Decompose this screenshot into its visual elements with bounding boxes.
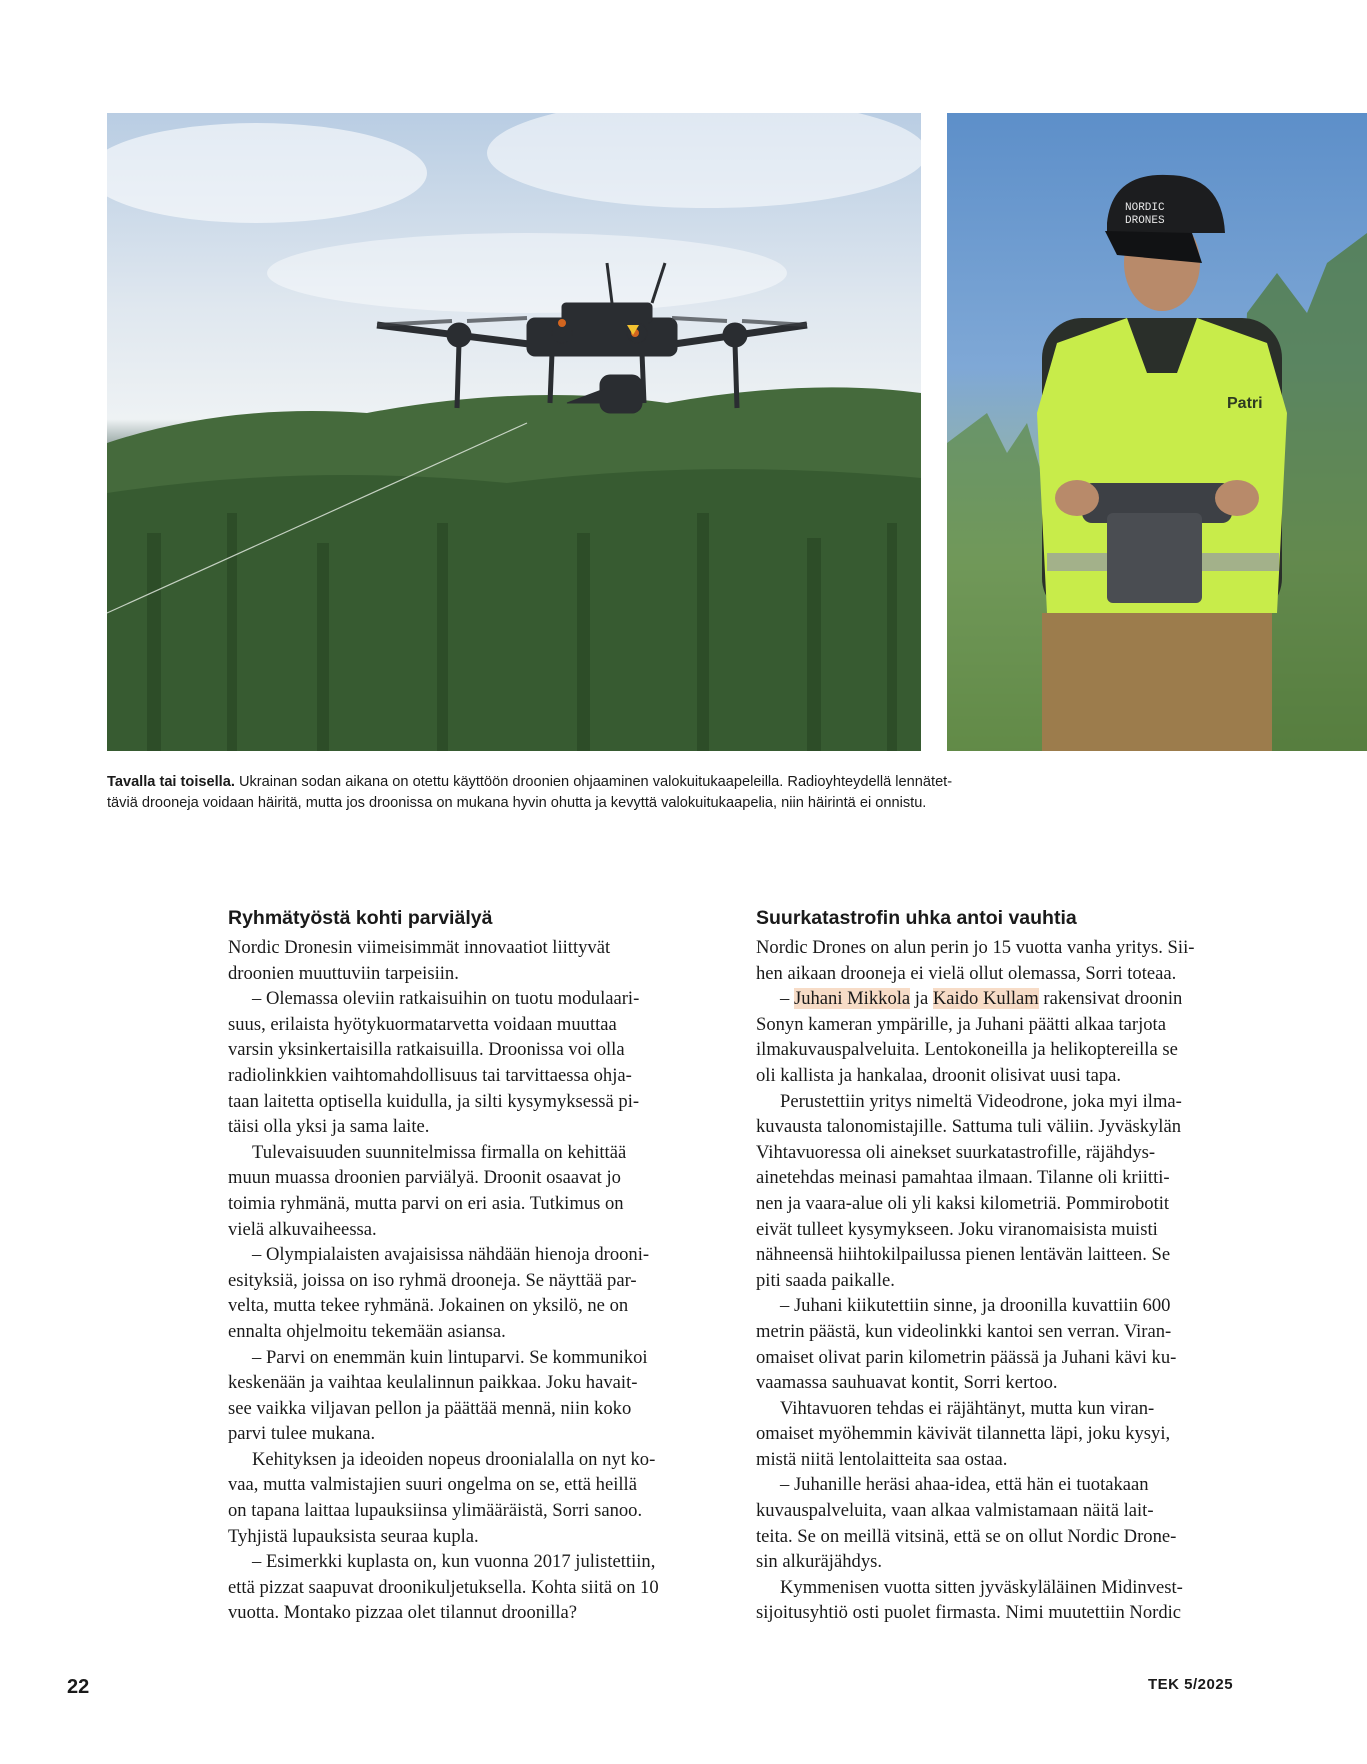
text-line: täisi olla yksi ja sama laite.: [228, 1116, 430, 1138]
text-line: Vihtavuoressa oli ainekset suurkatastrofille, räjähdys-: [756, 1141, 1156, 1163]
caption-lead: Tavalla tai toisella.: [107, 774, 235, 790]
text-line: nähneensä hiihtokilpailussa pienen lentävän laitteen. Se: [756, 1244, 1171, 1266]
text-line: suus, erilaista hyötykuormatarvetta voidaan muuttaa: [228, 1013, 617, 1035]
left-column-heading: Ryhmätyöstä kohti parviälyä: [228, 907, 493, 929]
cap-logo-line1: NORDIC: [1125, 202, 1165, 214]
text-line: sijoitusyhtiö osti puolet firmasta. Nimi muutettiin Nordic: [756, 1602, 1182, 1624]
text-line: – Parvi on enemmän kuin lintuparvi. Se kommunikoi: [252, 1346, 648, 1368]
photo-caption: [107, 772, 1127, 814]
text-line: – Esimerkki kuplasta on, kun vuonna 2017 julistettiin,: [252, 1551, 656, 1573]
text-line: Perustettiin yritys nimeltä Videodrone, joka myi ilma-: [780, 1090, 1182, 1112]
text-line: esityksiä, joissa on iso ryhmä drooneja. Se näyttää par-: [228, 1269, 637, 1291]
text-fragment: rakensivat droonin: [1038, 988, 1183, 1010]
text-line: Nordic Dronesin viimeisimmät innovaatiot liittyvät: [228, 937, 611, 958]
vest-logo-text: Patri: [1227, 395, 1263, 412]
text-line: see vaikka viljavan pellon ja päättää mennä, niin koko: [228, 1397, 632, 1419]
text-line: omaiset olivat parin kilometrin päässä ja Juhani kävi ku-: [756, 1346, 1177, 1368]
text-line: hen aikaan drooneja ei vielä ollut olemassa, Sorri toteaa.: [756, 962, 1177, 984]
cap-logo-line2: DRONES: [1125, 215, 1165, 227]
text-line: Vihtavuoren tehdas ei räjähtänyt, mutta kun viran-: [780, 1397, 1155, 1419]
text-line: Nordic Drones on alun perin jo 15 vuotta vanha yritys. Sii-: [756, 937, 1195, 958]
text-line: eivät tulleet kysymykseen. Joku viranomaisista muisti: [756, 1218, 1158, 1240]
text-line: vaa, mutta valmistajien suuri ongelma on se, että heillä: [228, 1474, 637, 1496]
text-line: ilmakuvauspalveluita. Lentokoneilla ja helikoptereilla se: [756, 1039, 1178, 1061]
text-line: taan laitetta optisella kuidulla, ja silti kysymyksessä pi-: [228, 1090, 640, 1112]
text-line: [756, 986, 1256, 1012]
text-line: keskenään ja vaihtaa keulalinnun paikkaa. Joku havait-: [228, 1372, 638, 1394]
text-line: – Olympialaisten avajaisissa nähdään hienoja drooni-: [252, 1244, 650, 1266]
text-line: kuvauspalveluita, vaan alkaa valmistamaan näitä lait-: [756, 1500, 1154, 1522]
text-line: toimia ryhmänä, mutta parvi on eri asia. Tutkimus on: [228, 1192, 624, 1214]
text-line: Tyhjistä lupauksista seuraa kupla.: [228, 1525, 479, 1547]
text-line: – Olemassa oleviin ratkaisuihin on tuotu modulaari-: [252, 988, 640, 1010]
text-line: Kehityksen ja ideoiden nopeus droonialalla on nyt ko-: [252, 1448, 656, 1470]
drone-illustration: [107, 113, 921, 751]
text-line: piti saada paikalle.: [756, 1269, 895, 1291]
text-line: sin alkuräjähdys.: [756, 1551, 882, 1573]
text-line: omaiset myöhemmin kävivät tilannetta läpi, joku kysyi,: [756, 1423, 1171, 1445]
text-line: oli kallista ja hankalaa, droonit olisivat uusi tapa.: [756, 1064, 1122, 1086]
text-line: vuotta. Montako pizzaa olet tilannut droonilla?: [228, 1602, 578, 1624]
text-line: Sonyn kameran ympärille, ja Juhani päätti alkaa tarjota: [756, 1013, 1166, 1035]
right-column: [756, 906, 1256, 1626]
text-line: metrin päästä, kun videolinkki kantoi sen verran. Viran-: [756, 1320, 1172, 1342]
text-line: vaamassa sauhuavat kontit, Sorri kertoo.: [756, 1372, 1058, 1394]
text-line: ainetehdas meinasi pamahtaa ilmaan. Tilanne oli kriitti-: [756, 1167, 1170, 1189]
left-column: [228, 906, 728, 1626]
pilot-illustration: [947, 113, 1367, 751]
text-line: radiolinkkien vaihtomahdollisuus tai tarvittaessa ohja-: [228, 1064, 632, 1086]
text-line: Kymmenisen vuotta sitten jyväskyläläinen Midinvest-: [780, 1576, 1183, 1598]
text-line: velta, mutta tekee ryhmänä. Jokainen on yksilö, ne on: [228, 1295, 629, 1317]
text-line: parvi tulee mukana.: [228, 1423, 376, 1445]
text-line: muun muassa droonien parviälyä. Droonit osaavat jo: [228, 1167, 621, 1189]
highlighted-name: Juhani Mikkola: [793, 988, 911, 1010]
text-line: droonien muuttuviin tarpeisiin.: [228, 962, 459, 984]
dash: –: [780, 988, 794, 1010]
text-line: nen ja vaara-alue oli yli kaksi kilometriä. Pommirobotit: [756, 1192, 1170, 1214]
text-line: on tapana laittaa lupauksiinsa ylimääräistä, Sorri sanoo.: [228, 1500, 643, 1522]
text-line: mistä niitä lentolaitteita saa ostaa.: [756, 1448, 1008, 1470]
text-line: Tulevaisuuden suunnitelmissa firmalla on kehittää: [252, 1141, 627, 1163]
caption-line-2: täviä drooneja voidaan häiritä, mutta jos droonissa on mukana hyvin ohutta ja kevyttä valokuitukaapelia, niin häirintä ei onnistu.: [107, 795, 927, 811]
page-number: 22: [67, 1676, 90, 1698]
text-line: teita. Se on meillä vitsinä, että se on ollut Nordic Drone-: [756, 1525, 1177, 1547]
magazine-issue: TEK 5/2025: [1148, 1676, 1234, 1693]
drone-photo: [107, 113, 921, 751]
text-line: että pizzat saapuvat droonikuljetuksella. Kohta siitä on 10: [228, 1576, 659, 1598]
text-line: kuvausta talonomistajille. Sattuma tuli väliin. Jyväskylän: [756, 1116, 1182, 1138]
right-column-heading: Suurkatastrofin uhka antoi vauhtia: [756, 907, 1077, 929]
caption-line-1: Ukrainan sodan aikana on otettu käyttöön droonien ohjaaminen valokuitukaapeleilla. Radioyhteydellä lennätet-: [238, 774, 953, 790]
text-line: ennalta ohjelmoitu tekemään asiansa.: [228, 1320, 506, 1342]
text-line: varsin yksinkertaisilla ratkaisuilla. Droonissa voi olla: [228, 1039, 625, 1061]
text-line: – Juhani kiikutettiin sinne, ja droonilla kuvattiin 600: [780, 1295, 1171, 1317]
text-line: – Juhanille heräsi ahaa-idea, että hän ei tuotakaan: [780, 1474, 1149, 1496]
pilot-photo: [947, 113, 1367, 751]
highlighted-name: Kaido Kullam: [932, 988, 1039, 1010]
text-line: vielä alkuvaiheessa.: [228, 1218, 377, 1240]
conjunction: ja: [910, 988, 933, 1010]
